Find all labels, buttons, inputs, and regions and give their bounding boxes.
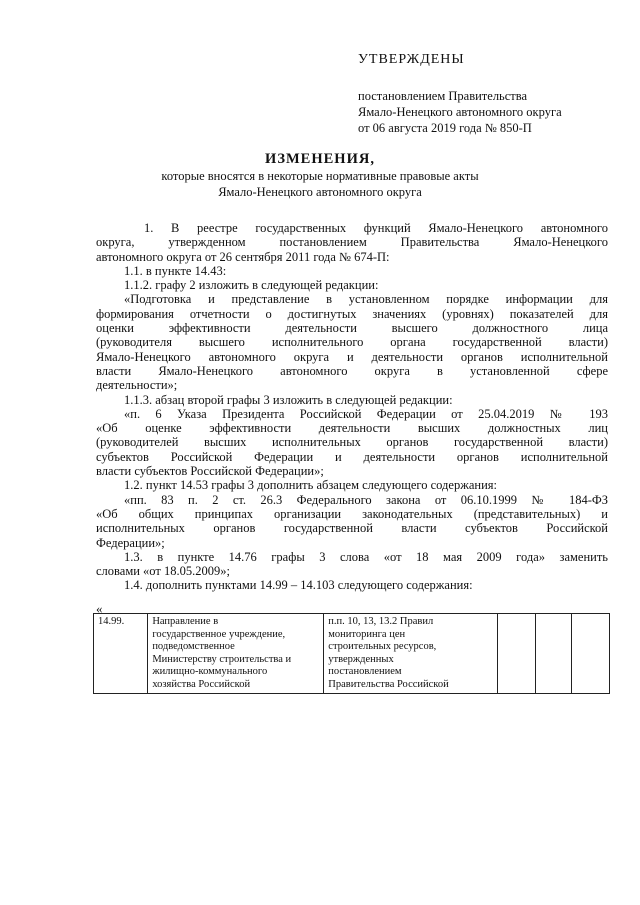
approval-line: постановлением Правительства xyxy=(358,89,528,103)
paragraph-line: 1.1. в пункте 14.43: xyxy=(124,263,227,278)
paragraph-line: 1.3. в пункте 14.76 графы 3 слова «от 18 мая 2009 года» заменить xyxy=(124,549,608,564)
paragraph-line: исполнительных органов государственной власти субъектов Российской xyxy=(96,521,608,536)
paragraph-line: Ямало-Ненецкого автономного округа и деятельности органов исполнительной xyxy=(96,349,608,364)
table-cell-number: 14.99. xyxy=(94,614,148,694)
table-row xyxy=(94,614,610,694)
paragraph-line: «Об общих принципах организации законодательных (представительных) и xyxy=(96,506,608,521)
document-subtitle-line: Ямало-Ненецкого автономного округа xyxy=(218,185,422,199)
document-heading xyxy=(60,150,580,200)
paragraph-line: оценки эффективности деятельности высшего должностного лица xyxy=(96,321,608,336)
paragraph-line: (руководителя высшего исполнительного органа государственной власти) xyxy=(96,335,608,350)
paragraph-line: «Подготовка и представление в установленном порядке информации для xyxy=(124,292,608,307)
cell-line: жилищно-коммунального xyxy=(152,666,268,677)
paragraph-line: «п. 6 Указа Президента Российской Федерации от 25.04.2019 № 193 xyxy=(124,406,608,421)
paragraph-line: (руководителей высших исполнительных органов государственной власти) xyxy=(96,435,608,450)
table-cell-empty xyxy=(535,614,571,694)
paragraph-line: «Об оценке эффективности деятельности высших должностных лиц xyxy=(96,421,608,436)
paragraph-line: субъектов Российской Федерации и деятельности органов исполнительной xyxy=(96,449,608,464)
paragraph-line: 1. В реестре государственных функций Ямало-Ненецкого автономного xyxy=(144,221,608,235)
document-subtitle-line: которые вносятся в некоторые нормативные правовые акты xyxy=(161,169,479,183)
paragraph-line: формирования отчетности о достигнутых значениях (уровнях) показателей для xyxy=(96,306,608,321)
approval-line: Ямало-Ненецкого автономного округа xyxy=(358,105,562,119)
cell-line: Направление в xyxy=(152,616,219,627)
paragraph-line: власти субъектов Российской Федерации»; xyxy=(96,464,324,479)
approval-block xyxy=(358,52,608,136)
cell-line: строительных ресурсов, xyxy=(328,641,437,652)
cell-line: утвержденных xyxy=(328,653,394,665)
approval-word: УТВЕРЖДЕНЫ xyxy=(358,52,465,67)
cell-line: хозяйства Российской xyxy=(152,678,251,690)
paragraph-line: округа, утвержденном постановлением Правительства Ямало-Ненецкого xyxy=(96,235,608,250)
cell-line: постановлением xyxy=(328,666,402,677)
document-title: ИЗМЕНЕНИЯ, xyxy=(265,151,375,167)
cell-line: Правительства Российской xyxy=(328,678,449,690)
cell-line: подведомственное xyxy=(152,641,235,652)
document-body xyxy=(96,221,608,593)
paragraph-line: 1.2. пункт 14.53 графы 3 дополнить абзацем следующего содержания: xyxy=(124,478,497,493)
paragraph-line: автономного округа от 26 сентября 2011 года № 674-П: xyxy=(96,249,390,264)
cell-line: мониторинга цен xyxy=(328,628,406,640)
paragraph-line: 1.1.2. графу 2 изложить в следующей редакции: xyxy=(124,278,379,293)
cell-line: государственное учреждение, xyxy=(152,628,286,640)
paragraph-line: Федерации»; xyxy=(96,535,165,550)
approval-line: от 06 августа 2019 года № 850-П xyxy=(358,121,532,135)
table-cell-empty xyxy=(572,614,610,694)
opening-quote: « xyxy=(96,601,103,616)
paragraph-line: «пп. 83 п. 2 ст. 26.3 Федерального закона от 06.10.1999 № 184-ФЗ xyxy=(124,492,608,507)
cell-line: Министерству строительства и xyxy=(152,653,292,665)
table-cell-description xyxy=(148,614,324,694)
paragraph-line: словами «от 18.05.2009»; xyxy=(96,564,230,579)
paragraph-line: 1.4. дополнить пунктами 14.99 – 14.103 следующего содержания: xyxy=(124,578,473,593)
table-cell-legal-basis xyxy=(324,614,498,694)
paragraph-line: власти Ямало-Ненецкого автономного округа в установленной сфере xyxy=(96,363,608,378)
paragraph-line: деятельности»; xyxy=(96,378,178,393)
table-cell-empty xyxy=(498,614,536,694)
paragraph-line: 1.1.3. абзац второй графы 3 изложить в следующей редакции: xyxy=(124,392,453,407)
cell-line: п.п. 10, 13, 13.2 Правил xyxy=(328,616,434,627)
register-table xyxy=(93,613,610,694)
